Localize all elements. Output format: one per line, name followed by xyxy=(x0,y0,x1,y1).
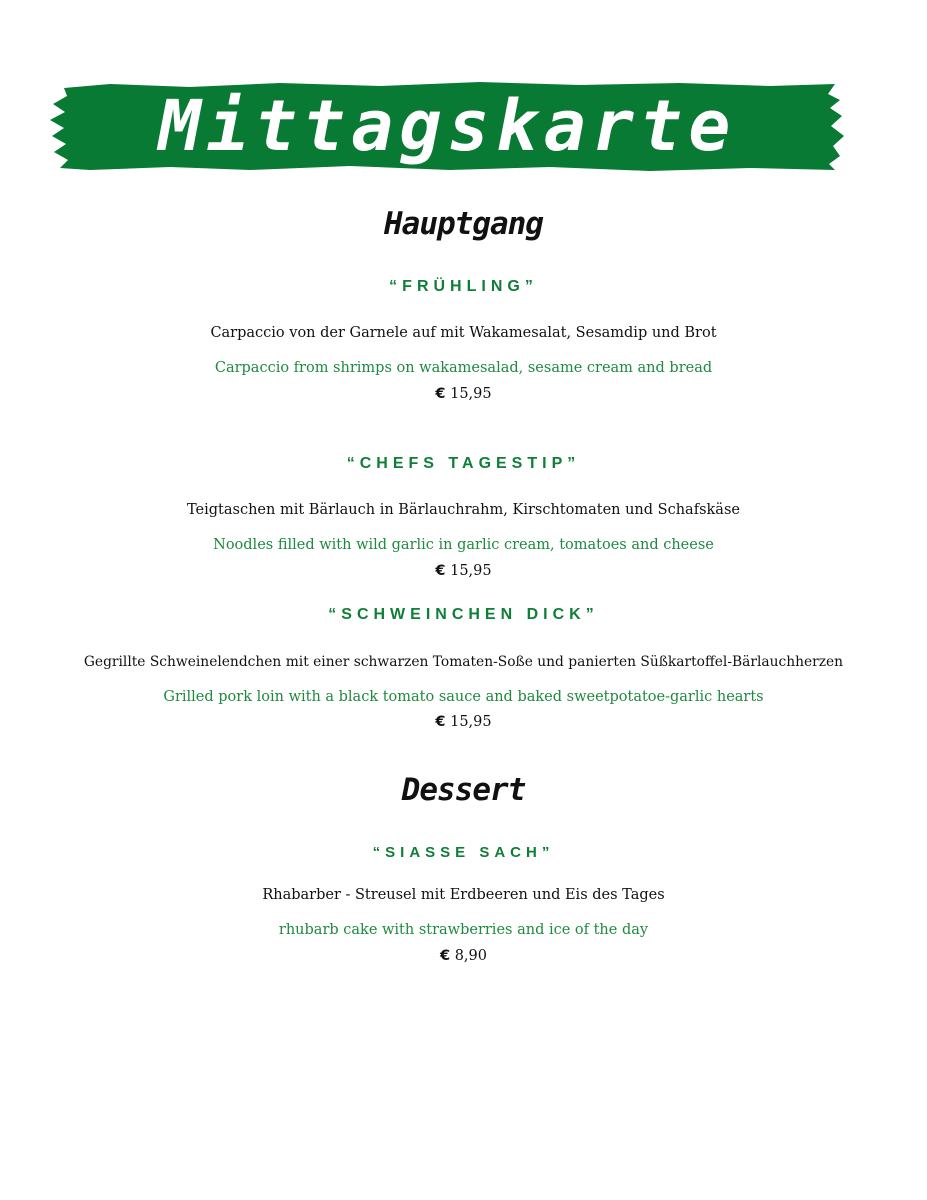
dish-description-en: Grilled pork loin with a black tomato sauce and baked sweetpotatoe-garlic hearts xyxy=(163,689,764,705)
section-heading-main: Hauptgang xyxy=(384,206,543,242)
currency-symbol: € xyxy=(435,714,446,730)
section-heading-dessert: Dessert xyxy=(401,772,526,808)
dish-title: “FRÜHLING” xyxy=(389,278,538,295)
price-value: 15,95 xyxy=(450,714,492,730)
price-value: 15,95 xyxy=(450,563,492,579)
dish-description-de: Gegrillte Schweinelendchen mit einer schwarzen Tomaten-Soße und panierten Süßkartoffel-Bärlauchherzen xyxy=(83,654,844,670)
price-value: 8,90 xyxy=(454,948,487,964)
dish-description-en: Noodles filled with wild garlic in garlic cream, tomatoes and cheese xyxy=(213,537,714,553)
title-banner xyxy=(50,80,845,172)
dish-description-en: Carpaccio from shrimps on wakamesalad, sesame cream and bread xyxy=(214,360,713,376)
currency-symbol: € xyxy=(435,563,446,579)
price-value: 15,95 xyxy=(450,386,492,402)
dish-price xyxy=(0,948,927,964)
dish-description-de: Carpaccio von der Garnele auf mit Wakamesalat, Sesamdip und Brot xyxy=(210,325,717,341)
dish-description-de: Rhabarber - Streusel mit Erdbeeren und Eis des Tages xyxy=(262,887,665,903)
dish-price xyxy=(0,714,927,730)
dish-title: “CHEFS TAGESTIP” xyxy=(346,455,581,472)
dish-price xyxy=(0,386,927,402)
page-title: Mittagskarte xyxy=(158,85,737,167)
dish-description-de: Teigtaschen mit Bärlauch in Bärlauchrahm, Kirschtomaten und Schafskäse xyxy=(187,502,740,518)
dish-price xyxy=(0,563,927,579)
dish-title: “SCHWEINCHEN DICK” xyxy=(328,606,599,623)
dish-title: “SIASSE SACH” xyxy=(372,844,555,861)
currency-symbol: € xyxy=(435,386,446,402)
currency-symbol: € xyxy=(440,948,451,964)
dish-description-en: rhubarb cake with strawberries and ice of the day xyxy=(278,922,649,938)
